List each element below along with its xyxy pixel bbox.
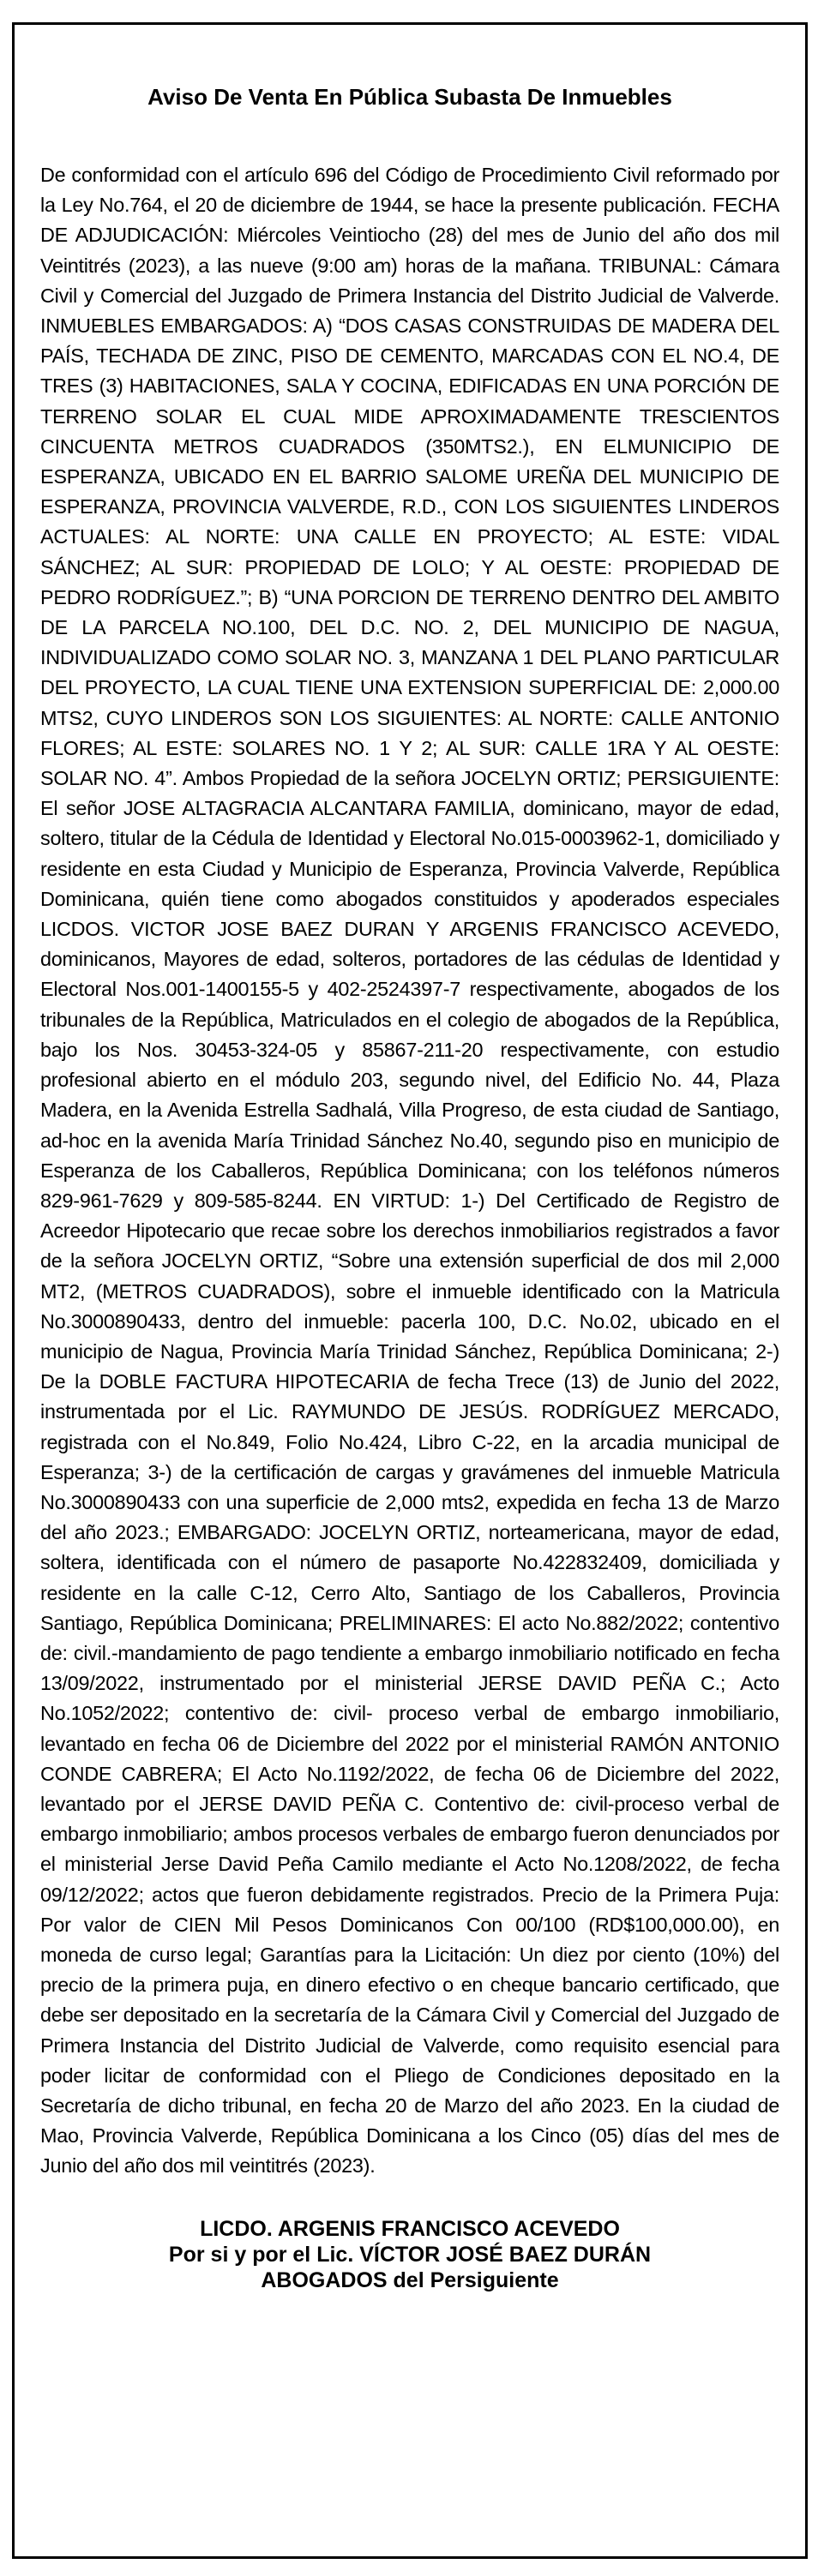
signature-role: ABOGADOS del Persiguiente [261,2267,559,2292]
notice-title: Aviso De Venta En Pública Subasta De Inmuebles [147,84,672,110]
signature-cosigner: Por si y por el Lic. VÍCTOR JOSÉ BAEZ DURÁN [168,2242,652,2267]
notice-frame [12,22,808,2559]
signature-block [40,2216,779,2293]
signature-name: LICDO. ARGENIS FRANCISCO ACEVEDO [200,2216,620,2241]
notice-body: De conformidad con el artículo 696 del Código de Procedimiento Civil reformado por la Ley No.764, el 20 de diciembre de 1944, se hace la presente publicación. FECHA DE ADJUDICACIÓN: Miércoles Veintiocho (28) del mes de Junio del año dos mil Veintitrés (2023), a las nueve (9:00 am) horas de la mañana. TRIBUNAL: Cámara Civil y Comercial del Juzgado de Primera Instancia del Distrito Judicial de Valverde. INMUEBLES EMBARGADOS: A) “DOS CASAS CONSTRUIDAS DE MADERA DEL PAÍS, TECHADA DE ZINC, PISO DE CEMENTO, MARCADAS CON EL NO.4, DE TRES (3) HABITACIONES, SALA Y COCINA, EDIFICADAS EN UNA PORCIÓN DE TERRENO SOLAR EL CUAL MIDE APROXIMADAMENTE TRESCIENTOS CINCUENTA METROS CUADRADOS (350MTS2.), EN ELMUNICIPIO DE ESPERANZA, UBICADO EN EL BARRIO SALOME UREÑA DEL MUNICIPIO DE ESPERANZA, PROVINCIA VALVERDE, R.D., CON LOS SIGUIENTES LINDEROS ACTUALES: AL NORTE: UNA CALLE EN PROYECTO; AL ESTE: VIDAL SÁNCHEZ; AL SUR: PROPIEDAD DE LOLO; Y AL OESTE: PROPIEDAD DE PEDRO RODRÍGUEZ.”; B) “UNA PORCION DE TERRENO DENTRO DEL AMBITO DE LA PARCELA NO.100, DEL D.C. NO. 2, DEL MUNICIPIO DE NAGUA, INDIVIDUALIZADO COMO SOLAR NO. 3, MANZANA 1 DEL PLANO PARTICULAR DEL PROYECTO, LA CUAL TIENE UNA EXTENSION SUPERFICIAL DE: 2,000.00 MTS2, CUYO LINDEROS SON LOS SIGUIENTES: AL NORTE: CALLE ANTONIO FLORES; AL ESTE: SOLARES NO. 1 Y 2; AL SUR: CALLE 1RA Y AL OESTE: SOLAR NO. 4”. Ambos Propiedad de la señora JOCELYN ORTIZ; PERSIGUIENTE: El señor JOSE ALTAGRACIA ALCANTARA FAMILIA, dominicano, mayor de edad, soltero, titular de la Cédula de Identidad y Electoral No.015-0003962-1, domiciliado y residente en esta Ciudad y Municipio de Esperanza, Provincia Valverde, República Dominicana, quién tiene como abogados constituidos y apoderados especiales LICDOS. VICTOR JOSE BAEZ DURAN Y ARGENIS FRANCISCO ACEVEDO, dominicanos, Mayores de edad, solteros, portadores de las cédulas de Identidad y Electoral Nos.001-1400155-5 y 402-2524397-7 respectivamente, abogados de los tribunales de la República, Matriculados en el colegio de abogados de la República, bajo los Nos. 30453-324-05 y 85867-211-20 respectivamente, con estudio profesional abierto en el módulo 203, segundo nivel, del Edificio No. 44, Plaza Madera, en la Avenida Estrella Sadhalá, Villa Progreso, de esta ciudad de Santiago, ad-hoc en la avenida María Trinidad Sánchez No.40, segundo piso en municipio de Esperanza de los Caballeros, República Dominicana; con los teléfonos números 829-961-7629 y 809-585-8244. EN VIRTUD: 1-) Del Certificado de Registro de Acreedor Hipotecario que recae sobre los derechos inmobiliarios registrados a favor de la señora JOCELYN ORTIZ, “Sobre una extensión superficial de dos mil 2,000 MT2, (METROS CUADRADOS), sobre el inmueble identificado con la Matricula No.3000890433, dentro del inmueble: pacerla 100, D.C. No.02, ubicado en el municipio de Nagua, Provincia María Trinidad Sánchez, República Dominicana; 2-) De la DOBLE FACTURA HIPOTECARIA de fecha Trece (13) de Junio del 2022, instrumentada por el Lic. RAYMUNDO DE JESÚS. RODRÍGUEZ MERCADO, registrada con el No.849, Folio No.424, Libro C-22, en la arcadia municipal de Esperanza; 3-) de la certificación de cargas y gravámenes del inmueble Matricula No.3000890433 con una superficie de 2,000 mts2, expedida en fecha 13 de Marzo del año 2023.; EMBARGADO: JOCELYN ORTIZ, norteamericana, mayor de edad, soltera, identificada con el número de pasaporte No.422832409, domiciliada y residente en la calle C-12, Cerro Alto, Santiago de los Caballeros, Provincia Santiago, República Dominicana; PRELIMINARES: El acto No.882/2022; contentivo de: civil.-mandamiento de pago tendiente a embargo inmobiliario notificado en fecha 13/09/2022, instrumentado por el ministerial JERSE DAVID PEÑA C.; Acto No.1052/2022; contentivo de: civil- proceso verbal de embargo inmobiliario, levantado en fecha 06 de Diciembre del 2022 por el ministerial RAMÓN ANTONIO CONDE CABRERA; El Acto No.1192/2022, de fecha 06 de Diciembre del 2022, levantado por el JERSE DAVID PEÑA C. Contentivo de: civil-proceso verbal de embargo inmobiliario; ambos procesos verbales de embargo fueron denunciados por el ministerial Jerse David Peña Camilo mediante el Acto No.1208/2022, de fecha 09/12/2022; actos que fueron debidamente registrados. Precio de la Primera Puja: Por valor de CIEN Mil Pesos Dominicanos Con 00/100 (RD$100,000.00), en moneda de curso legal; Garantías para la Licitación: Un diez por ciento (10%) del precio de la primera puja, en dinero efectivo o en cheque bancario certificado, que debe ser depositado en la secretaría de la Cámara Civil y Comercial del Juzgado de Primera Instancia del Distrito Judicial de Valverde, como requisito esencial para poder licitar de conformidad con el Pliego de Condiciones depositado en la Secretaría de dicho tribunal, en fecha 20 de Marzo del año 2023. En la ciudad de Mao, Provincia Valverde, República Dominicana a los Cinco (05) días del mes de Junio del año dos mil veintitrés (2023). [40,164,779,2178]
